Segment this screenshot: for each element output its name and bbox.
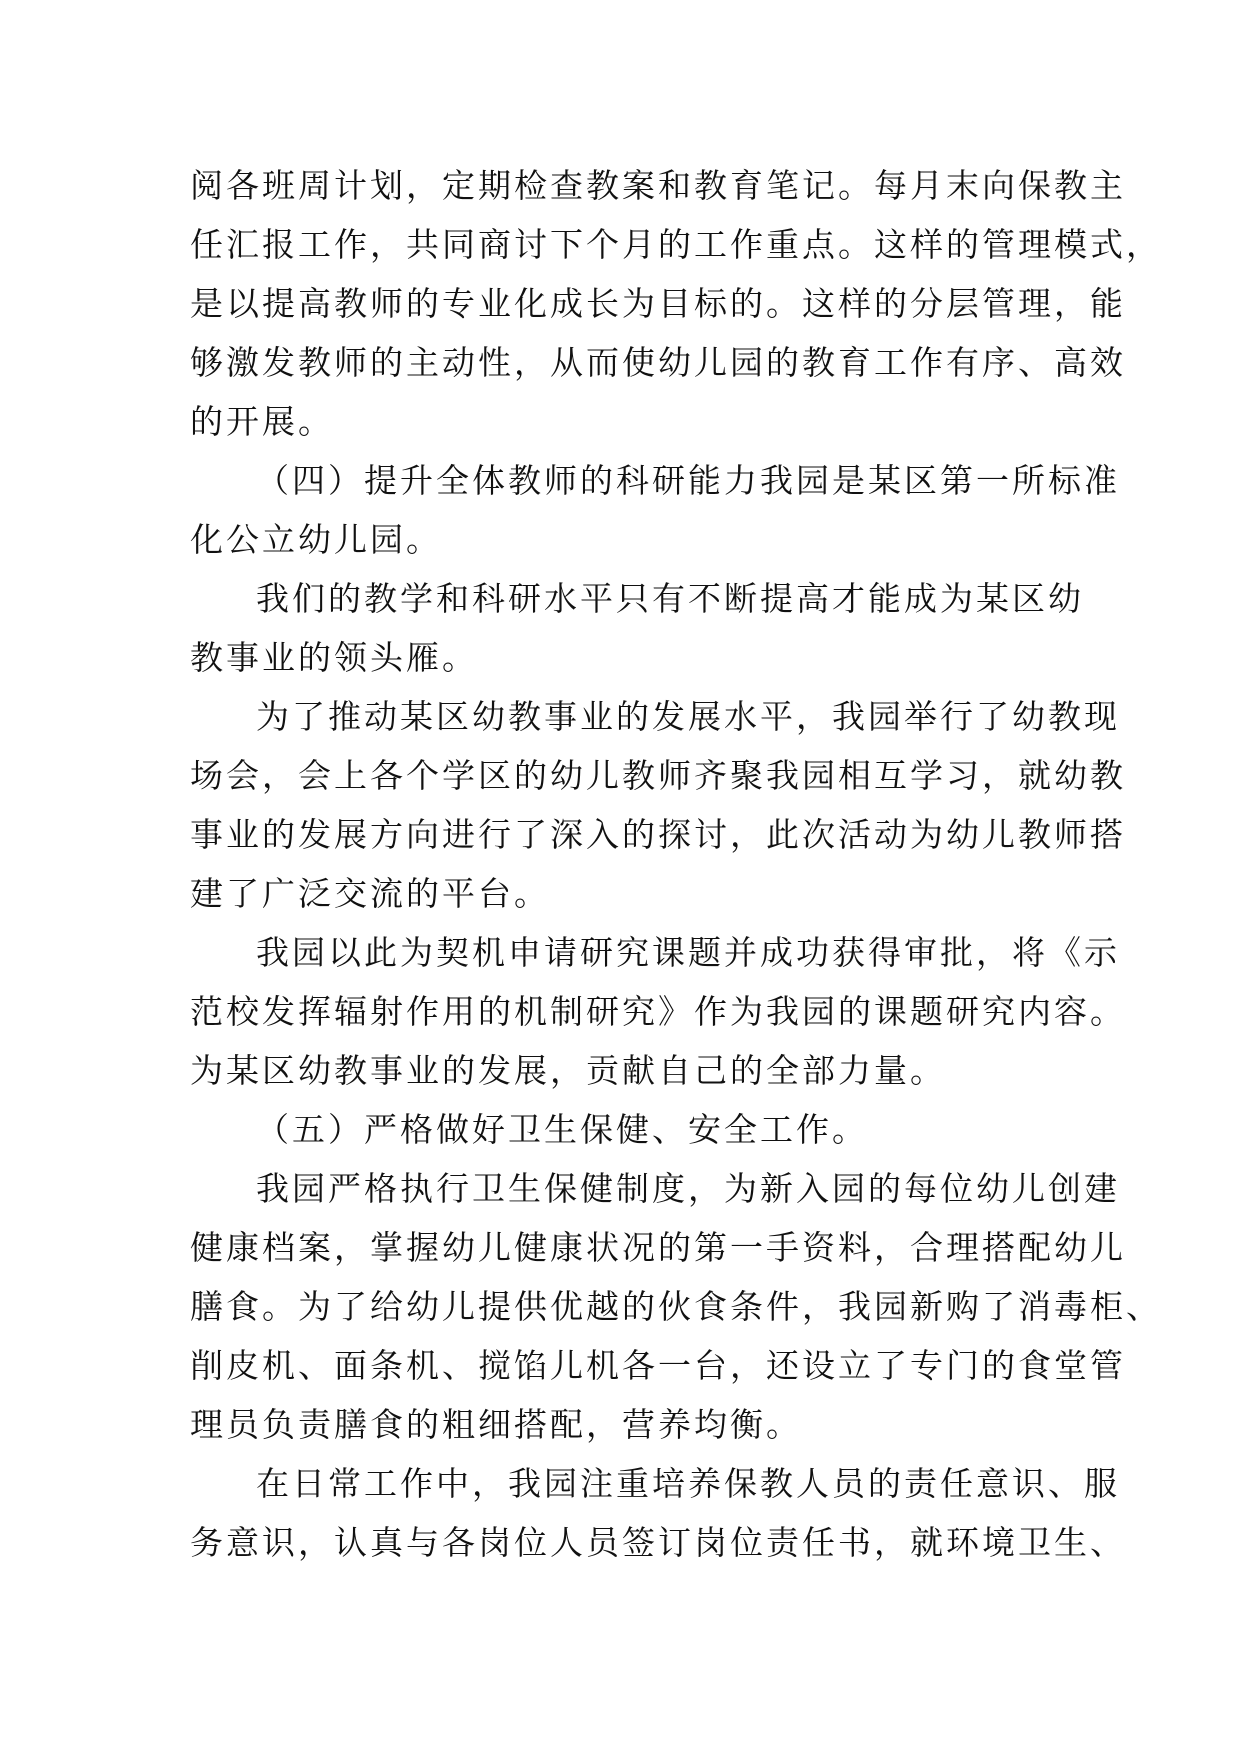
text-line: 我园严格执行卫生保健制度，为新入园的每位幼儿创建 <box>256 1169 1120 1208</box>
text-line: 在日常工作中，我园注重培养保教人员的责任意识、服 <box>256 1464 1120 1503</box>
body-text <box>190 156 1162 1572</box>
text-line: 化公立幼儿园。 <box>190 520 442 559</box>
text-line: 务意识，认真与各岗位人员签订岗位责任书，就环境卫生、 <box>190 1523 1126 1562</box>
text-line: 场会，会上各个学区的幼儿教师齐聚我园相互学习，就幼教 <box>190 756 1126 795</box>
text-line: 健康档案，掌握幼儿健康状况的第一手资料，合理搭配幼儿 <box>190 1228 1126 1267</box>
text-line: 任汇报工作，共同商讨下个月的工作重点。这样的管理模式， <box>190 225 1162 264</box>
text-line: 是以提高教师的专业化成长为目标的。这样的分层管理，能 <box>190 284 1126 323</box>
text-line: 削皮机、面条机、搅馅儿机各一台，还设立了专门的食堂管 <box>190 1346 1126 1385</box>
text-line: 够激发教师的主动性，从而使幼儿园的教育工作有序、高效 <box>190 343 1126 382</box>
text-line: 我们的教学和科研水平只有不断提高才能成为某区幼 <box>256 579 1084 618</box>
text-line: 为了推动某区幼教事业的发展水平，我园举行了幼教现 <box>256 697 1120 736</box>
text-line: 膳食。为了给幼儿提供优越的伙食条件，我园新购了消毒柜、 <box>190 1287 1162 1326</box>
section-heading-4: （四）提升全体教师的科研能力我园是某区第一所标准 <box>256 461 1120 500</box>
text-line: 的开展。 <box>190 402 334 441</box>
text-line: 我园以此为契机申请研究课题并成功获得审批，将《示 <box>256 933 1120 972</box>
text-line: 范校发挥辐射作用的机制研究》作为我园的课题研究内容。 <box>190 992 1126 1031</box>
text-line: 为某区幼教事业的发展，贡献自己的全部力量。 <box>190 1051 946 1090</box>
section-heading-5: （五）严格做好卫生保健、安全工作。 <box>256 1110 868 1149</box>
text-line: 建了广泛交流的平台。 <box>190 874 550 913</box>
text-line: 理员负责膳食的粗细搭配，营养均衡。 <box>190 1405 802 1444</box>
text-line: 教事业的领头雁。 <box>190 638 478 677</box>
text-line: 事业的发展方向进行了深入的探讨，此次活动为幼儿教师搭 <box>190 815 1126 854</box>
text-line: 阅各班周计划，定期检查教案和教育笔记。每月末向保教主 <box>190 166 1126 205</box>
